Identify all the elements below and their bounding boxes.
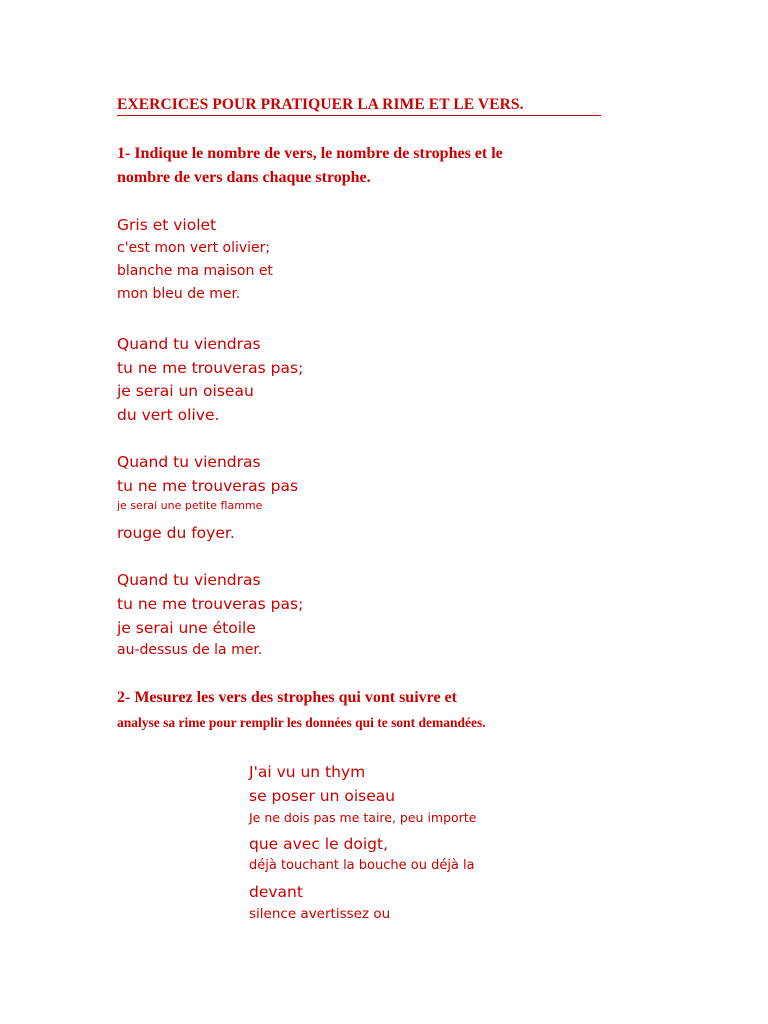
poem1-stanza1-line1: Gris et violet — [117, 216, 217, 234]
poem1-stanza1-line4: mon bleu de mer. — [117, 286, 241, 302]
question-2-line-2: analyse sa rime pour remplir les données qui te sont demandées. — [117, 715, 486, 730]
poem1-stanza3-line3: je serai une petite flamme — [117, 499, 263, 512]
poem1-stanza2-line1: Quand tu viendras — [117, 335, 261, 353]
poem1-stanza1-line2: c'est mon vert olivier; — [117, 240, 271, 256]
question-1-line-2: nombre de vers dans chaque strophe. — [117, 169, 371, 186]
poem1-stanza3-line1: Quand tu viendras — [117, 453, 261, 471]
question-1-line-1: 1- Indique le nombre de vers, le nombre de strophes et le — [117, 145, 503, 162]
poem2-line3: Je ne dois pas me taire, peu importe — [249, 810, 477, 825]
poem1-stanza2-line4: du vert olive. — [117, 406, 220, 424]
poem1-stanza3-line2: tu ne me trouveras pas — [117, 477, 299, 495]
poem2-line6: devant — [249, 883, 303, 901]
poem1-stanza4-line1: Quand tu viendras — [117, 571, 261, 589]
poem2-line5: déjà touchant la bouche ou déjà la — [249, 858, 475, 873]
poem1-stanza4-line4: au-dessus de la mer. — [117, 642, 263, 658]
poem1-stanza2-line3: je serai un oiseau — [117, 382, 254, 400]
page-title: EXERCICES POUR PRATIQUER LA RIME ET LE VERS. — [117, 96, 524, 113]
poem2-line1: J'ai vu un thym — [249, 763, 366, 781]
poem1-stanza2-line2: tu ne me trouveras pas; — [117, 359, 304, 377]
question-2-line-1: 2- Mesurez les vers des strophes qui vont suivre et — [117, 689, 457, 706]
poem2-line4: que avec le doigt, — [249, 835, 389, 853]
poem2-line7: silence avertissez ou — [249, 906, 391, 922]
poem1-stanza1-line3: blanche ma maison et — [117, 263, 273, 279]
poem1-stanza3-line4: rouge du foyer. — [117, 524, 235, 542]
poem1-stanza4-line3: je serai une étoile — [117, 619, 256, 637]
poem2-line2: se poser un oiseau — [249, 787, 396, 805]
poem1-stanza4-line2: tu ne me trouveras pas; — [117, 595, 304, 613]
title-underline — [117, 115, 601, 116]
